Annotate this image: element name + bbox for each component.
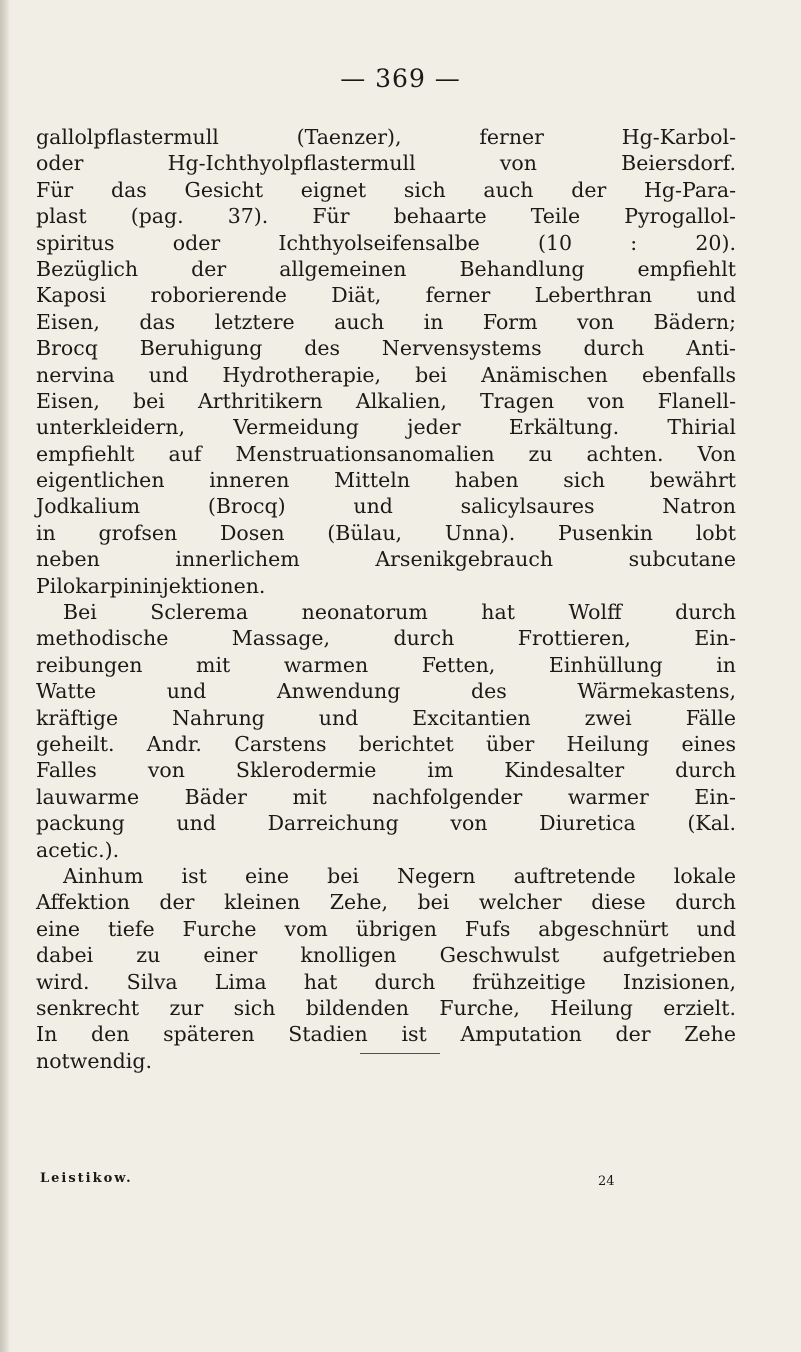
text-line: Pilokarpininjektionen. <box>36 573 266 598</box>
text-line: dabei zu einer knolligen Geschwulst aufgetrieben <box>36 943 736 968</box>
text-line: nervina und Hydrotherapie, bei Anämischen ebenfalls <box>36 362 736 387</box>
text-line: plast (pag. 37). Für behaarte Teile Pyrogallol- <box>36 204 736 229</box>
text-line: senkrecht zur sich bildenden Furche, Heilung erzielt. <box>36 995 736 1020</box>
paragraph-start-line: Bei Sclerema neonatorum hat Wolff durch <box>63 600 736 625</box>
text-line: gallolpflastermull (Taenzer), ferner Hg-Karbol- <box>36 125 736 149</box>
text-line: Jodkalium (Brocq) und salicylsaures Natron <box>36 494 736 519</box>
text-line: empfiehlt auf Menstruationsanomalien zu achten. Von <box>36 441 736 466</box>
text-line: lauwarme Bäder mit nachfolgender warmer Ein- <box>36 784 736 809</box>
sheet-number: 24 <box>598 1174 615 1189</box>
text-line: notwendig. <box>36 1048 152 1073</box>
text-line: unterkleidern, Vermeidung jeder Erkältung. Thirial <box>36 415 736 440</box>
text-line: spiritus oder Ichthyolseifensalbe (10 : 20). <box>36 230 736 255</box>
text-line: neben innerlichem Arsenikgebrauch subcutane <box>36 547 736 572</box>
page-number: — 369 — <box>340 64 461 93</box>
text-line: packung und Darreichung von Diuretica (Kal. <box>36 811 736 836</box>
text-line: Watte und Anwendung des Wärmekastens, <box>36 679 736 704</box>
text-line: Eisen, das letztere auch in Form von Bädern; <box>36 309 736 334</box>
body-text <box>36 124 736 1074</box>
text-line: methodische Massage, durch Frottieren, Ein- <box>36 626 736 651</box>
text-line: In den späteren Stadien ist Amputation der Zehe <box>36 1022 736 1047</box>
text-line: kräftige Nahrung und Excitantien zwei Fälle <box>36 705 736 730</box>
text-line: eigentlichen inneren Mitteln haben sich bewährt <box>36 468 736 493</box>
paragraph-start-line: Ainhum ist eine bei Negern auftretende lokale <box>63 863 736 888</box>
printer-signature: Leistikow. <box>40 1171 133 1186</box>
text-line: Für das Gesicht eignet sich auch der Hg-Para- <box>36 177 736 202</box>
section-divider <box>360 1053 440 1054</box>
text-line: acetic.). <box>36 837 120 862</box>
text-line: wird. Silva Lima hat durch frühzeitige Inzisionen, <box>36 969 736 994</box>
text-line: oder Hg-Ichthyolpflastermull von Beiersdorf. <box>36 151 736 176</box>
text-line: eine tiefe Furche vom übrigen Fufs abgeschnürt und <box>36 916 736 941</box>
text-line: Brocq Beruhigung des Nervensystems durch Anti- <box>36 336 736 361</box>
text-line: geheilt. Andr. Carstens berichtet über Heilung eines <box>36 731 736 756</box>
text-line: Bezüglich der allgemeinen Behandlung empfiehlt <box>36 256 736 281</box>
text-line: in grofsen Dosen (Bülau, Unna). Pusenkin lobt <box>36 520 736 545</box>
page-binding-edge <box>0 0 10 1352</box>
text-line: reibungen mit warmen Fetten, Einhüllung in <box>36 652 736 677</box>
text-line: Falles von Sklerodermie im Kindesalter durch <box>36 758 736 783</box>
text-line: Kaposi roborierende Diät, ferner Leberthran und <box>36 283 736 308</box>
text-line: Eisen, bei Arthritikern Alkalien, Tragen von Flanell- <box>36 388 736 413</box>
text-line: Affektion der kleinen Zehe, bei welcher diese durch <box>36 890 736 915</box>
